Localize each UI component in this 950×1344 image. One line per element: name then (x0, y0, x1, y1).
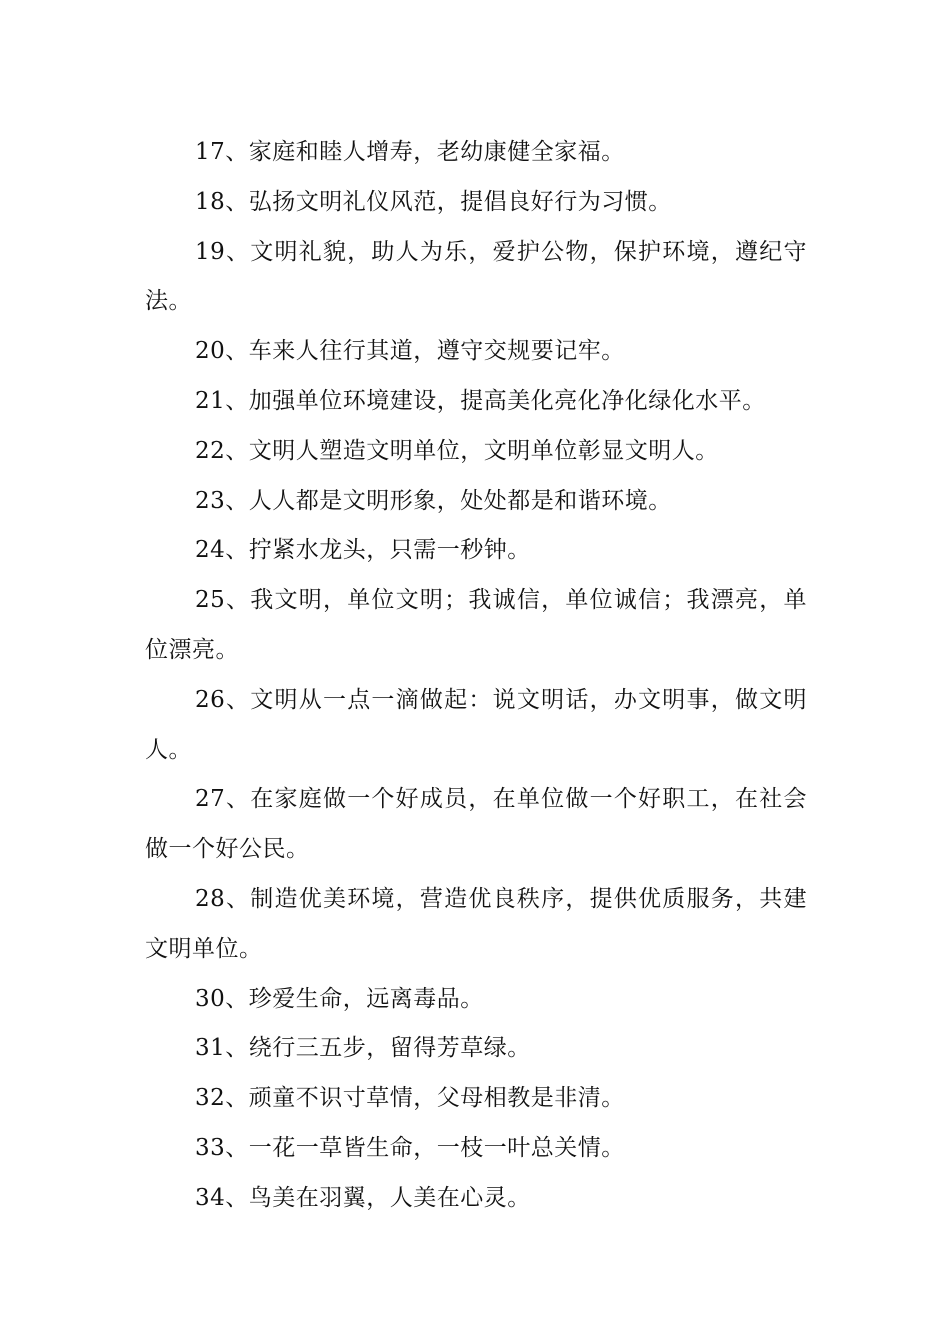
paragraph: 23、人人都是文明形象，处处都是和谐环境。 (195, 487, 672, 514)
paragraph: 31、绕行三五步，留得芳草绿。 (195, 1035, 531, 1062)
paragraph: 25、我文明，单位文明；我诚信，单位诚信；我漂亮，单位漂亮。 (145, 587, 807, 663)
paragraph: 17、家庭和睦人增寿，老幼康健全家福。 (195, 139, 625, 165)
paragraph: 27、在家庭做一个好成员，在单位做一个好职工，在社会做一个好公民。 (145, 786, 807, 863)
paragraph: 21、加强单位环境建设，提高美化亮化净化绿化水平。 (195, 387, 766, 414)
paragraph: 19、文明礼貌，助人为乐，爱护公物，保护环境，遵纪守法。 (145, 238, 807, 315)
paragraph: 28、制造优美环境，营造优良秩序，提供优质服务，共建文明单位。 (145, 885, 807, 962)
paragraph: 18、弘扬文明礼仪风范，提倡良好行为习惯。 (195, 188, 672, 215)
document-body (145, 128, 807, 1224)
paragraph: 33、一花一草皆生命，一枝一叶总关情。 (195, 1134, 625, 1161)
paragraph: 22、文明人塑造文明单位，文明单位彰显文明人。 (195, 437, 719, 464)
paragraph: 34、鸟美在羽翼，人美在心灵。 (195, 1184, 531, 1211)
paragraph: 20、车来人往行其道，遵守交规要记牢。 (195, 338, 625, 365)
paragraph: 24、拧紧水龙头，只需一秒钟。 (195, 537, 531, 564)
paragraph: 32、顽童不识寸草情，父母相教是非清。 (195, 1085, 625, 1112)
paragraph: 26、文明从一点一滴做起：说文明话，办文明事，做文明人。 (145, 686, 807, 763)
paragraph: 30、珍爱生命，远离毒品。 (195, 985, 484, 1012)
